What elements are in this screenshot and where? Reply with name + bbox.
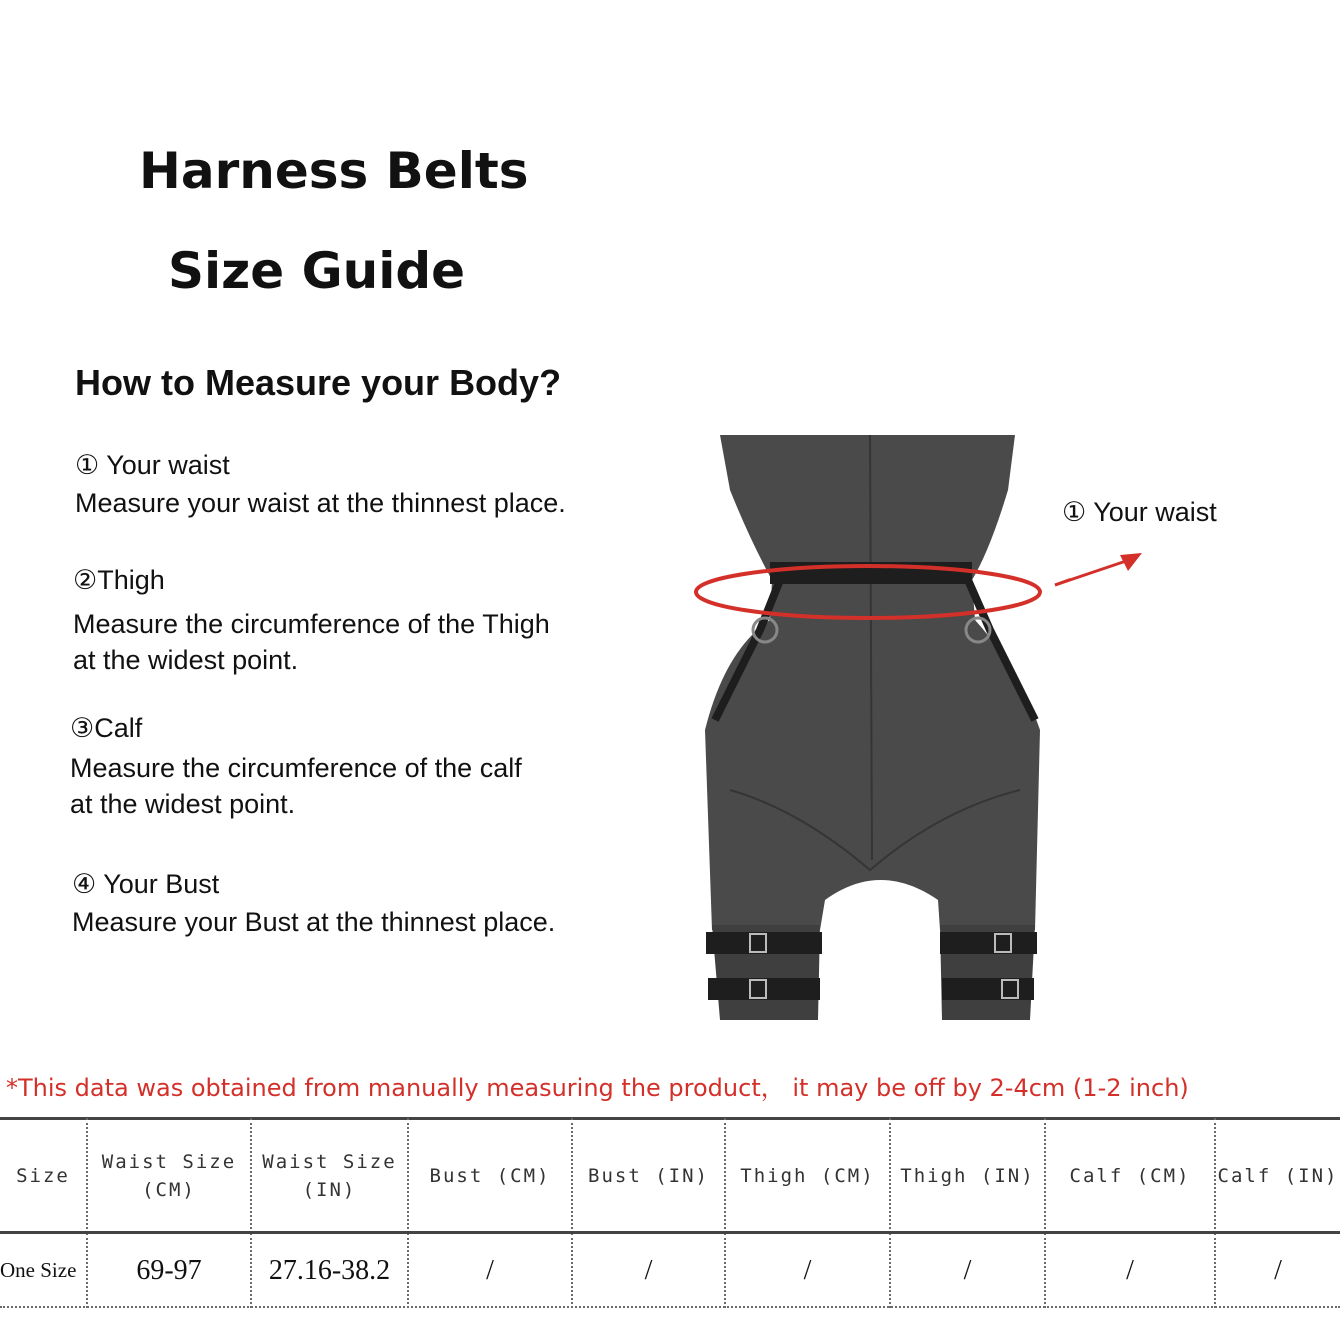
header-thigh-in: Thigh (IN) bbox=[890, 1118, 1045, 1233]
table-header-row bbox=[0, 1118, 1340, 1233]
step-calf bbox=[70, 713, 522, 822]
step-thigh bbox=[73, 565, 550, 678]
step-bust bbox=[72, 869, 555, 940]
step-calf-desc-2: at the widest point. bbox=[70, 789, 296, 819]
figure-label-waist: ① Your waist bbox=[1062, 497, 1217, 527]
cell-size: One Size bbox=[0, 1258, 77, 1283]
header-waist-cm: Waist Size (CM) bbox=[87, 1118, 251, 1233]
header-bust-in: Bust (IN) bbox=[572, 1118, 725, 1233]
title-line-1: Harness Belts bbox=[139, 142, 529, 200]
left-thigh-belt-1 bbox=[706, 932, 822, 954]
cell-thigh-cm: / bbox=[725, 1233, 890, 1308]
cell-calf-in: / bbox=[1215, 1233, 1340, 1308]
right-thigh-belt-1 bbox=[940, 932, 1037, 954]
mannequin-illustration bbox=[690, 430, 1070, 1030]
cell-bust-in: / bbox=[572, 1233, 725, 1308]
step-bust-title: ④ Your Bust bbox=[72, 869, 220, 899]
table-middle-rule bbox=[0, 1231, 1340, 1234]
cell-waist-cm: 69-97 bbox=[87, 1233, 251, 1308]
measurement-note: *This data was obtained from manually measuring the product， it may be off by 2-4cm (1-2 inch) bbox=[6, 1074, 1189, 1102]
cell-calf-cm: / bbox=[1045, 1233, 1215, 1308]
header-thigh-cm: Thigh (CM) bbox=[725, 1118, 890, 1233]
table-bottom-rule bbox=[0, 1306, 1340, 1308]
title-line-2: Size Guide bbox=[168, 242, 466, 300]
left-thigh-belt-2 bbox=[708, 978, 820, 1000]
step-thigh-title: ②Thigh bbox=[73, 565, 165, 595]
step-waist-desc: Measure your waist at the thinnest place. bbox=[75, 488, 566, 518]
cell-bust-cm: / bbox=[408, 1233, 572, 1308]
step-calf-title: ③Calf bbox=[70, 713, 143, 743]
right-thigh-belt-2 bbox=[942, 978, 1034, 1000]
header-waist-in: Waist Size (IN) bbox=[251, 1118, 408, 1233]
step-waist bbox=[75, 450, 566, 521]
header-calf-cm: Calf (CM) bbox=[1045, 1118, 1215, 1233]
step-bust-desc: Measure your Bust at the thinnest place. bbox=[72, 907, 556, 937]
header-size: Size bbox=[16, 1164, 70, 1187]
step-calf-desc-1: Measure the circumference of the calf bbox=[70, 753, 522, 783]
arrow-icon bbox=[1050, 545, 1150, 595]
size-table bbox=[0, 1118, 1340, 1308]
measure-heading: How to Measure your Body? bbox=[75, 362, 562, 403]
step-waist-title: ① Your waist bbox=[75, 450, 230, 480]
cell-thigh-in: / bbox=[890, 1233, 1045, 1308]
cell-waist-in: 27.16-38.2 bbox=[251, 1233, 408, 1308]
step-thigh-desc-2: at the widest point. bbox=[73, 645, 299, 675]
header-bust-cm: Bust (CM) bbox=[408, 1118, 572, 1233]
step-thigh-desc-1: Measure the circumference of the Thigh bbox=[73, 609, 550, 639]
table-row bbox=[0, 1233, 1340, 1308]
header-calf-in: Calf (IN) bbox=[1215, 1118, 1340, 1233]
